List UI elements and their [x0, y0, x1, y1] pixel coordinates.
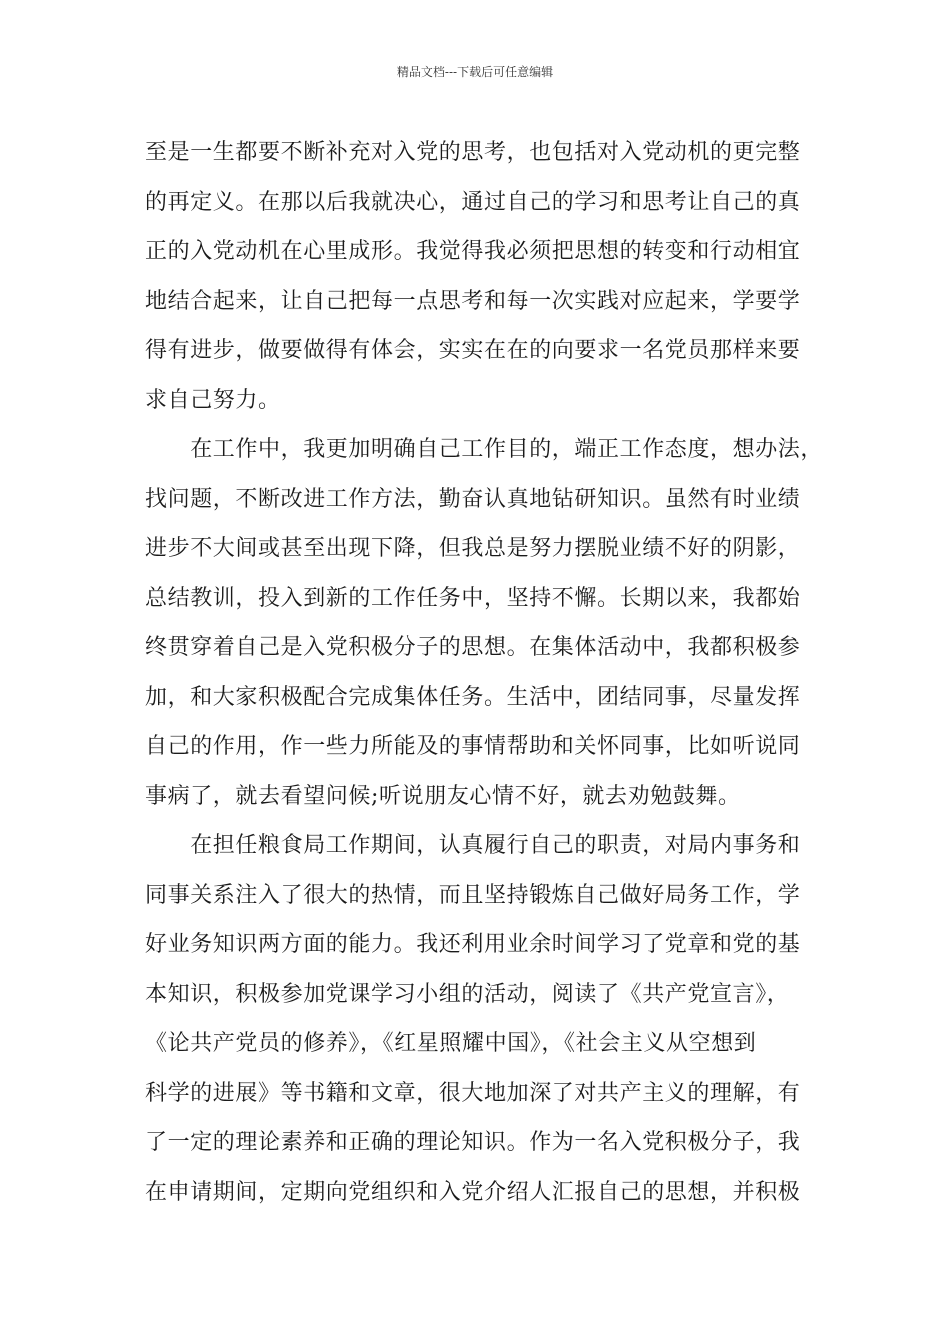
paragraph	[145, 128, 810, 425]
paragraph	[145, 425, 824, 821]
text-line: 在申请期间，定期向党组织和入党介绍人汇报自己的思想，并积极	[145, 1179, 801, 1205]
text-line: 总结教训，投入到新的工作任务中，坚持不懈。长期以来，我都始	[145, 585, 801, 611]
text-line: 了一定的理论素养和正确的理论知识。作为一名入党积极分子，我	[145, 1130, 801, 1155]
text-line: 《论共产党员的修养》，《红星照耀中国》，《社会主义从空想到	[145, 1031, 757, 1056]
text-line: 正的入党动机在心里成形。我觉得我必须把思想的转变和行动相宜	[145, 239, 801, 264]
text-line: 科学的进展》等书籍和文章，很大地加深了对共产主义的理解，有	[145, 1080, 801, 1106]
text-line: 地结合起来，让自己把每一点思考和每一次实践对应起来，学要学	[145, 288, 801, 314]
text-line: 同事关系注入了很大的热情，而且坚持锻炼自己做好局务工作，学	[145, 882, 801, 908]
text-line: 在担任粮食局工作期间，认真履行自己的职责，对局内事务和	[145, 833, 801, 858]
text-line: 加，和大家积极配合完成集体任务。生活中，团结同事，尽量发挥	[145, 684, 801, 710]
text-line: 在工作中，我更加明确自己工作目的，端正工作态度，想办法，	[145, 437, 824, 462]
text-line: 找问题，不断改进工作方法，勤奋认真地钻研知识。虽然有时业绩	[145, 486, 801, 512]
text-line: 进步不大间或甚至出现下降，但我总是努力摆脱业绩不好的阴影，	[145, 536, 801, 561]
text-line: 自己的作用，作一些力所能及的事情帮助和关怀同事，比如听说同	[145, 734, 801, 759]
document-body	[145, 128, 824, 1217]
text-line: 好业务知识两方面的能力。我还利用业余时间学习了党章和党的基	[145, 932, 801, 957]
page-header: 精品文档---下载后可任意编辑	[396, 65, 554, 79]
text-line: 至是一生都要不断补充对入党的思考，也包括对入党动机的更完整	[145, 140, 801, 165]
paragraph	[145, 821, 810, 1217]
text-line: 的再定义。在那以后我就决心，通过自己的学习和思考让自己的真	[145, 189, 801, 215]
text-line: 终贯穿着自己是入党积极分子的思想。在集体活动中，我都积极参	[145, 635, 801, 660]
text-line: 本知识，积极参加党课学习小组的活动，阅读了《共产党宣言》，	[145, 981, 790, 1007]
text-line: 事病了，就去看望问候;听说朋友心情不好，就去劝勉鼓舞。	[145, 783, 741, 809]
text-line: 求自己努力。	[145, 387, 281, 413]
text-line: 得有进步，做要做得有体会，实实在在的向要求一名党员那样来要	[145, 338, 801, 363]
